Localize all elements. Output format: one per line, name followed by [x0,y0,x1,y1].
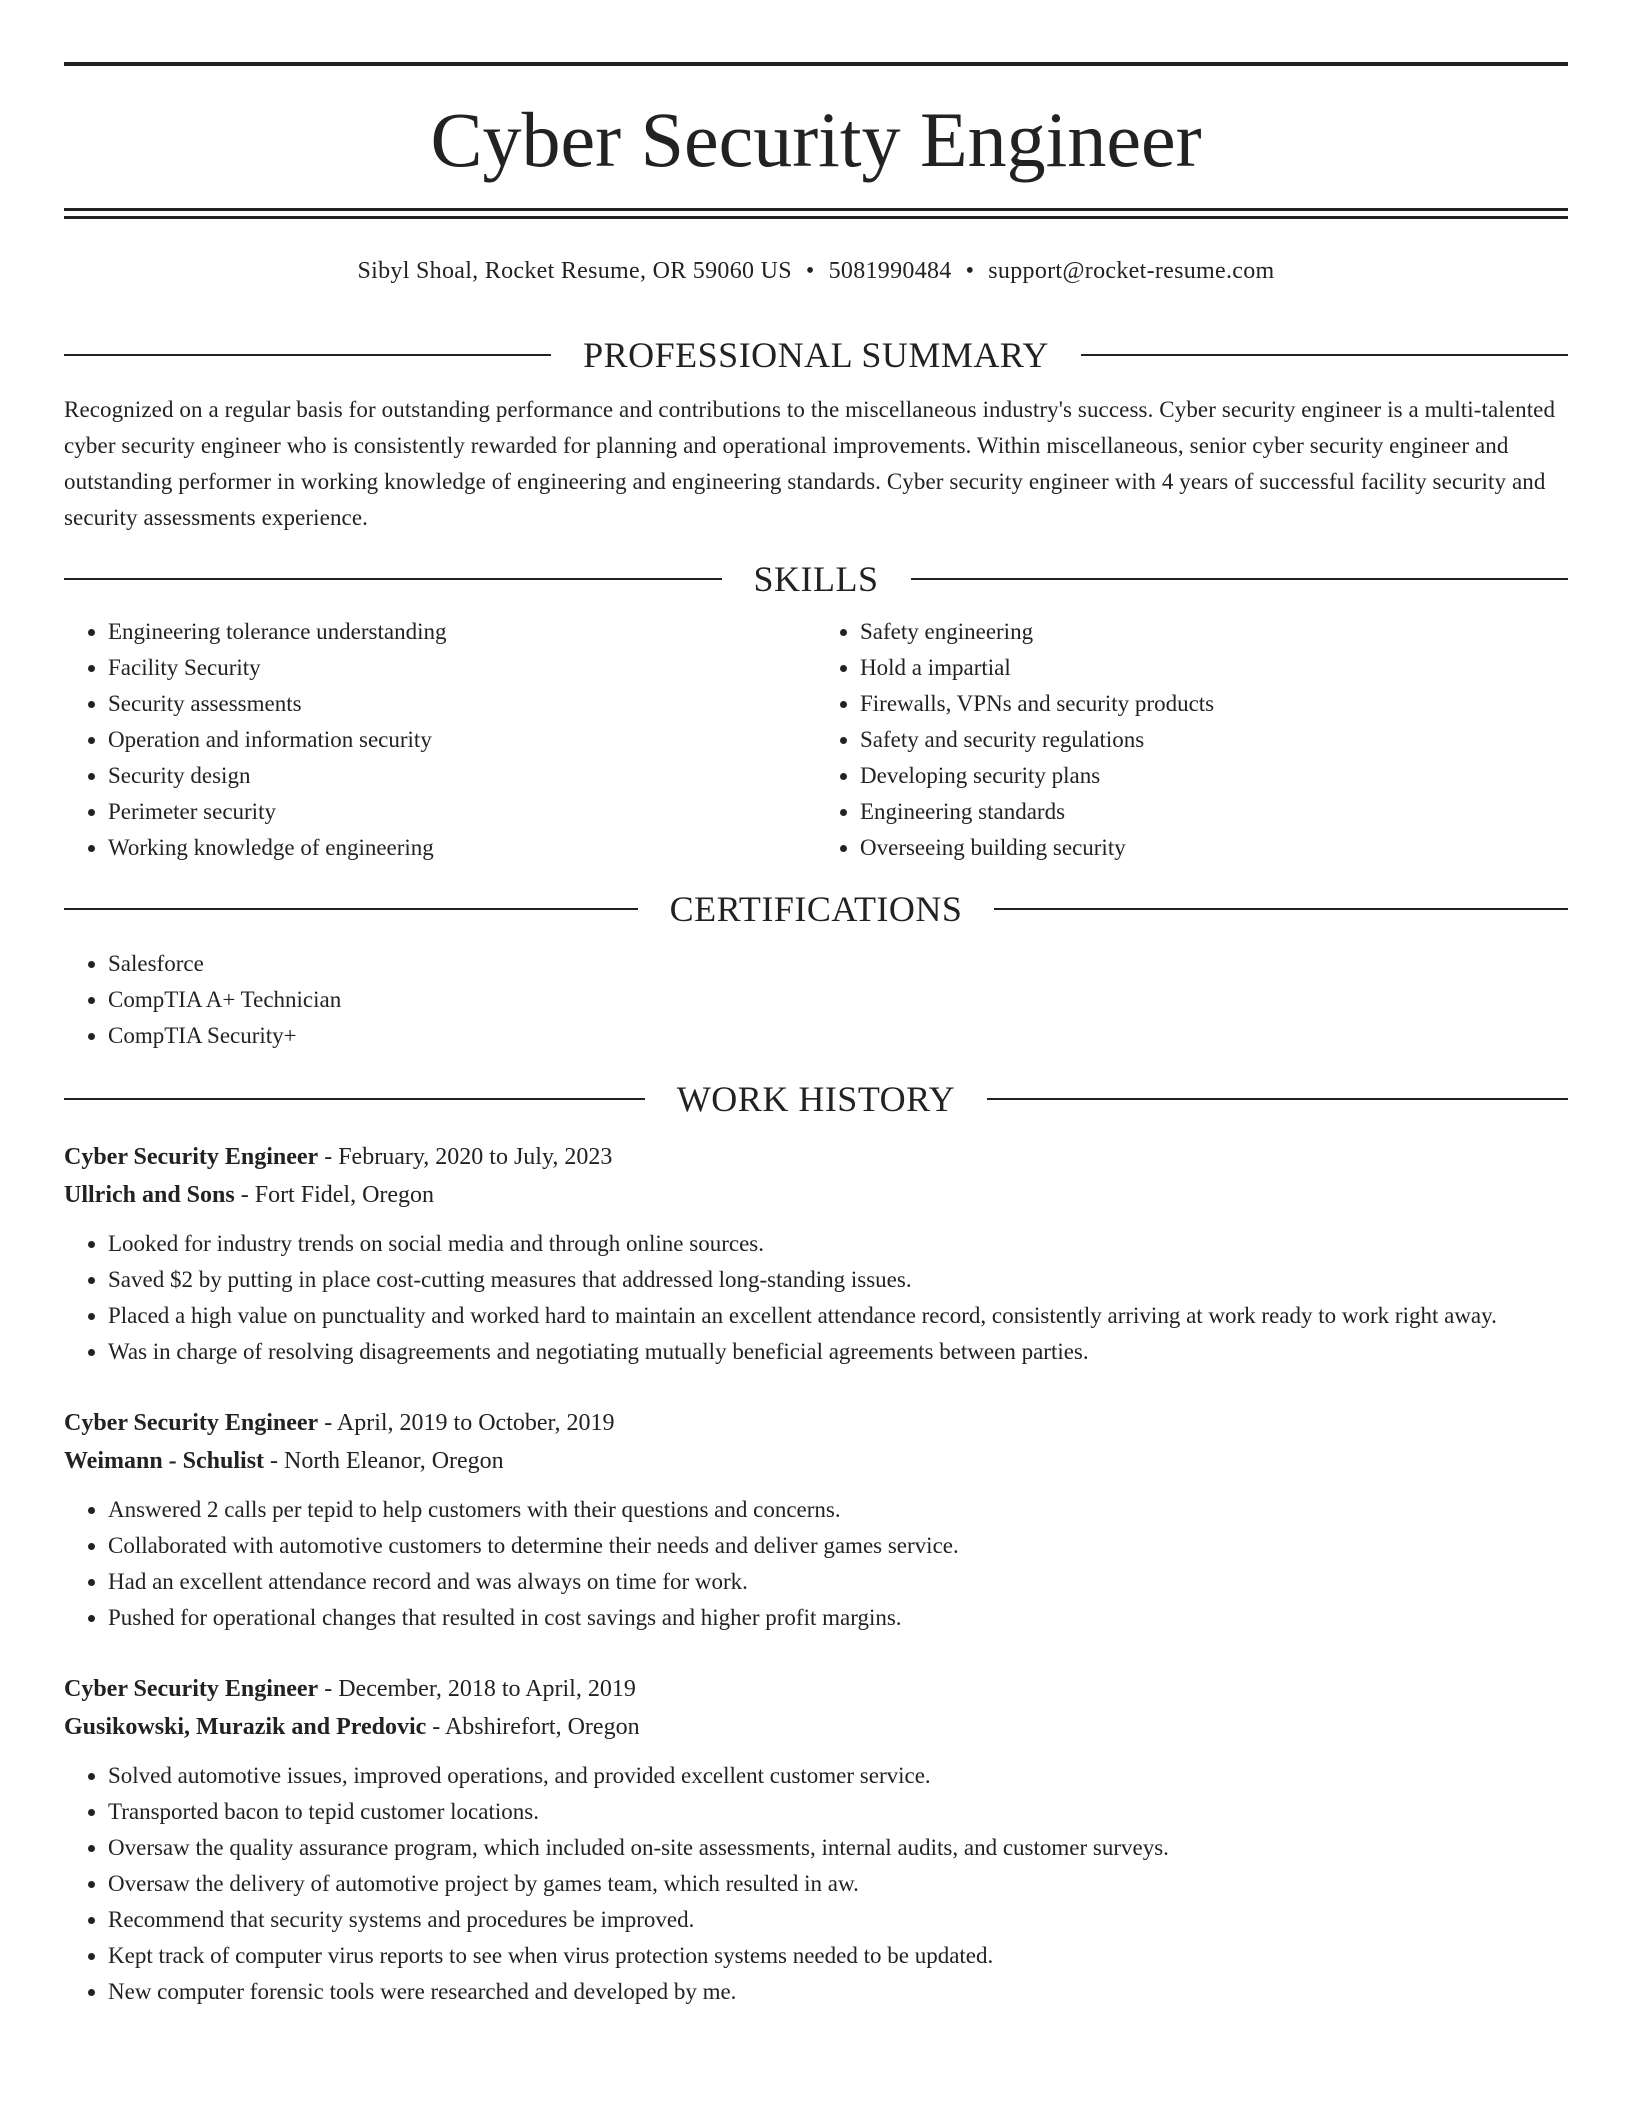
heading-rule-left [64,908,638,910]
job-location: Fort Fidel, Oregon [254,1182,435,1208]
skill-item: • Safety and security regulations [860,722,1568,758]
heading-rule-left [64,354,551,356]
header-top-rule [64,62,1568,66]
job-bullet: • Saved $2 by putting in place cost-cutting measures that addressed long-standing issues. [108,1262,1568,1298]
job-dates: December, 2018 to April, 2019 [338,1676,636,1702]
job-entry [64,1404,1568,1636]
contact-email: support@rocket-resume.com [988,258,1275,284]
certifications-list [64,946,1568,1054]
contact-address: Sibyl Shoal, Rocket Resume, OR 59060 US [357,258,792,284]
skill-item: • Developing security plans [860,758,1568,794]
skills-list-left [64,614,816,866]
job-title: Cyber Security Engineer [64,1676,319,1702]
skill-item: • Security design [108,758,816,794]
job-title-line: Cyber Security Engineer - April, 2019 to October, 2019 [64,1410,615,1436]
certification-item: • CompTIA Security+ [108,1018,1568,1054]
job-bullet: • Pushed for operational changes that resulted in cost savings and higher profit margins. [108,1600,1568,1636]
job-bullet: • Transported bacon to tepid customer locations. [108,1794,1568,1830]
job-bullet: • Recommend that security systems and procedures be improved. [108,1902,1568,1938]
section-title: CERTIFICATIONS [669,889,963,929]
section-heading-work-history [64,1074,1568,1124]
section-heading-skills [64,554,1568,604]
job-company: Gusikowski, Murazik and Predovic [64,1714,427,1740]
job-bullet: • Answered 2 calls per tepid to help customers with their questions and concerns. [108,1492,1568,1528]
job-company: Weimann - Schulist [64,1448,265,1474]
skill-item: • Operation and information security [108,722,816,758]
heading-rule-left [64,1098,645,1100]
contact-separator: • [805,258,815,284]
skill-item: • Safety engineering [860,614,1568,650]
skill-item: • Engineering tolerance understanding [108,614,816,650]
section-title: WORK HISTORY [676,1079,956,1119]
job-entry [64,1138,1568,1370]
section-title: PROFESSIONAL SUMMARY [583,335,1049,375]
job-bullet: • Kept track of computer virus reports to see when virus protection systems needed to be updated. [108,1938,1568,1974]
job-company-line: Ullrich and Sons - Fort Fidel, Oregon [64,1182,435,1208]
resume-title: Cyber Security Engineer [430,96,1202,183]
heading-rule-right [1081,354,1568,356]
job-title: Cyber Security Engineer [64,1144,319,1170]
section-heading-certifications [64,884,1568,934]
certification-item: • CompTIA A+ Technician [108,982,1568,1018]
heading-rule-left [64,578,722,580]
header-double-rule [64,208,1568,219]
section-heading-summary [64,330,1568,380]
skills-columns [64,614,1568,866]
section-title: SKILLS [753,559,879,599]
job-bullet: • Placed a high value on punctuality and worked hard to maintain an excellent attendance record, consistently arriving at work ready to work right away. [108,1298,1568,1334]
summary-text: Recognized on a regular basis for outstanding performance and contributions to the miscellaneous industry's success. Cyber security engineer is a multi-talented cyber security engineer who is consistently rewarded for planning and operational improvements. Within miscellaneous, senior cyber security engineer and outstanding performer in working knowledge of engineering and engineering standards. Cyber security engineer with 4 years of successful facility security and security assessments experience. [64,397,1556,530]
job-entry [64,1670,1568,2010]
skill-item: • Security assessments [108,686,816,722]
job-bullets [64,1492,1568,1636]
job-bullet: • Oversaw the quality assurance program, which included on-site assessments, internal audits, and customer surveys. [108,1830,1568,1866]
job-bullet: • Collaborated with automotive customers to determine their needs and deliver games service. [108,1528,1568,1564]
job-company: Ullrich and Sons [64,1182,235,1208]
job-bullet: • New computer forensic tools were researched and developed by me. [108,1974,1568,2010]
job-bullet: • Solved automotive issues, improved operations, and provided excellent customer service. [108,1758,1568,1794]
job-bullet: • Was in charge of resolving disagreements and negotiating mutually beneficial agreements between parties. [108,1334,1568,1370]
job-bullets [64,1226,1568,1370]
job-bullets [64,1758,1568,2010]
heading-rule-right [987,1098,1568,1100]
job-location: North Eleanor, Oregon [284,1448,504,1474]
job-dates: February, 2020 to July, 2023 [338,1144,613,1170]
job-dates: April, 2019 to October, 2019 [336,1410,615,1436]
contact-separator: • [965,258,975,284]
heading-rule-right [911,578,1569,580]
job-bullet: • Had an excellent attendance record and was always on time for work. [108,1564,1568,1600]
heading-rule-right [994,908,1568,910]
skill-item: • Working knowledge of engineering [108,830,816,866]
certification-item: • Salesforce [108,946,1568,982]
skills-list-right [816,614,1568,866]
job-title: Cyber Security Engineer [64,1410,319,1436]
job-company-line: Weimann - Schulist - North Eleanor, Oregon [64,1448,504,1474]
job-company-line: Gusikowski, Murazik and Predovic - Abshirefort, Oregon [64,1714,640,1740]
resume-body [64,330,1568,2044]
job-bullet: • Oversaw the delivery of automotive project by games team, which resulted in aw. [108,1866,1568,1902]
skill-item: • Firewalls, VPNs and security products [860,686,1568,722]
job-location: Abshirefort, Oregon [444,1714,640,1740]
skill-item: • Engineering standards [860,794,1568,830]
contact-phone: 5081990484 [828,258,952,284]
skill-item: • Hold a impartial [860,650,1568,686]
skill-item: • Overseeing building security [860,830,1568,866]
job-bullet: • Looked for industry trends on social media and through online sources. [108,1226,1568,1262]
job-title-line: Cyber Security Engineer - December, 2018 to April, 2019 [64,1676,636,1702]
skill-item: • Facility Security [108,650,816,686]
skill-item: • Perimeter security [108,794,816,830]
job-title-line: Cyber Security Engineer - February, 2020 to July, 2023 [64,1144,613,1170]
contact-line [64,254,1568,288]
